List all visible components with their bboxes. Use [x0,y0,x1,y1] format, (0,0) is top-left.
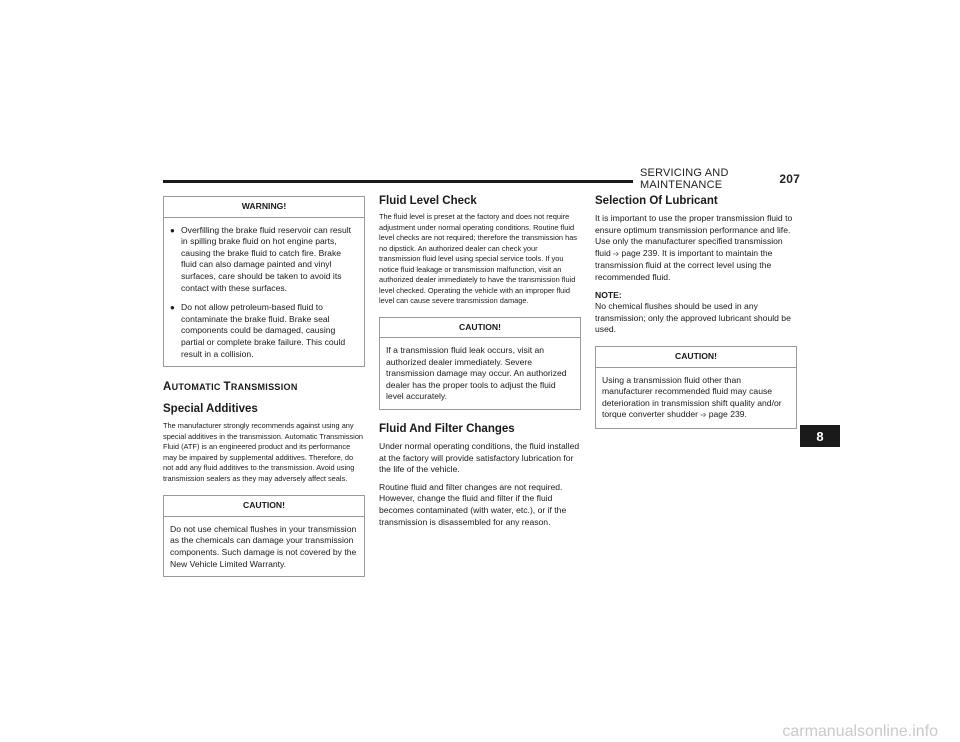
fluid-filter-para-1: Under normal operating conditions, the fluid installed at the factory will provide satisfactory lubrication for the life of the vehicle. [379,441,580,475]
fluid-filter-heading: Fluid And Filter Changes [379,423,515,436]
note-label: NOTE: [595,289,622,300]
caution-text: Using a transmission fluid other than manufacturer recommended fluid may cause deterioration in transmission shift quality and/or torque converter shudder [602,374,782,420]
lubricant-heading: Selection Of Lubricant [595,195,718,207]
note [595,290,797,336]
caution-title: CAUTION! [164,496,364,517]
warning-bullet [170,225,358,295]
section-title: AUTOMATIC TRANSMISSION [163,381,298,394]
caution-box: CAUTION! Using a transmission fluid other than manufacturer recommended fluid may cause deterioration in transmission shift quality and/or torque converter shudder ➩ page 239. [595,346,797,429]
warning-box [163,196,365,367]
warning-bullet-text: Overfilling the brake fluid reservoir can result in spilling brake fluid on hot engine parts, causing the brake fluid to catch fire. Brake fluid can also damage painted and vinyl surfaces, care should be taken to avoid its contact with these surfaces. [181,224,352,293]
warning-bullet-text: Do not allow petroleum-based fluid to contaminate the brake fluid. Brake seal components could be damaged, causing partial or complete brake failure. This could result in a collision. [181,302,346,359]
warning-title: WARNING! [164,197,364,218]
column-left [163,196,365,577]
warning-bullet [170,302,358,360]
special-additives-text: The manufacturer strongly recommends against using any special additives in the transmission. Automatic Transmission Fluid (ATF) is an engineered product and its performance may be impaired by supplemental additives. Therefore, do not add any fluid additives to the transmission. Avoid using transmission sealers as they may adversely affect seals. [163,421,364,483]
bullet-dot-icon: ● [170,225,175,235]
fluid-level-heading: Fluid Level Check [379,195,477,207]
reference-arrow-icon: ➩ [613,250,620,258]
caution-text: If a transmission fluid leak occurs, visit an authorized dealer immediately. Severe transmission damage may occur. An authorized dealer has the proper tools to adjust the fluid level accurately. [386,345,567,402]
bullet-dot-icon: ● [170,303,175,313]
running-head [640,167,800,191]
caution-box [379,317,581,411]
page-number: 207 [779,172,800,186]
note-text: No chemical flushes should be used in any transmission; only the approved lubricant should be used. [595,301,791,335]
column-right [595,195,797,429]
caution-box [163,495,365,577]
page-reference-link[interactable]: page 239 [621,247,658,258]
header-rule [163,180,633,183]
fluid-level-text: The fluid level is preset at the factory and does not require adjustment under normal operating conditions. Routine fluid level checks are not required; therefore the transmission has no dipstick. An authorized dealer can check your transmission fluid level using special service tools. If you notice fluid leakage or transmission malfunction, visit an authorized dealer immediately to have the transmission fluid level checked. Operating the vehicle with an improper fluid level can cause severe transmission damage. [379,212,578,305]
caution-title: CAUTION! [596,347,796,368]
reference-arrow-icon: ➩ [700,412,707,420]
fluid-filter-para-2: Routine fluid and filter changes are not required. However, change the fluid and filter if the fluid becomes contaminated (with water, etc.), or if the transmission is disassembled for any reason. [379,481,567,527]
caution-title: CAUTION! [380,318,580,339]
special-additives-heading: Special Additives [163,403,258,416]
caution-text: Do not use chemical flushes in your transmission as the chemicals can damage your transmission components. Such damage is not covered by the New Vehicle Limited Warranty. [170,523,357,569]
watermark: carmanualsonline.info [782,723,938,740]
running-title: SERVICING AND MAINTENANCE [640,167,729,191]
chapter-tab: 8 [800,425,840,447]
page-reference-link[interactable]: page 239 [708,409,745,420]
lubricant-text: It is important to use the proper transmission fluid to ensure optimum transmission performance and life. Use only the manufacturer specified transmission fluid ➩ page 239. It is important to maintain the transmission fluid at the correct level using the recommended fluid. [595,213,793,282]
column-middle [379,195,581,528]
